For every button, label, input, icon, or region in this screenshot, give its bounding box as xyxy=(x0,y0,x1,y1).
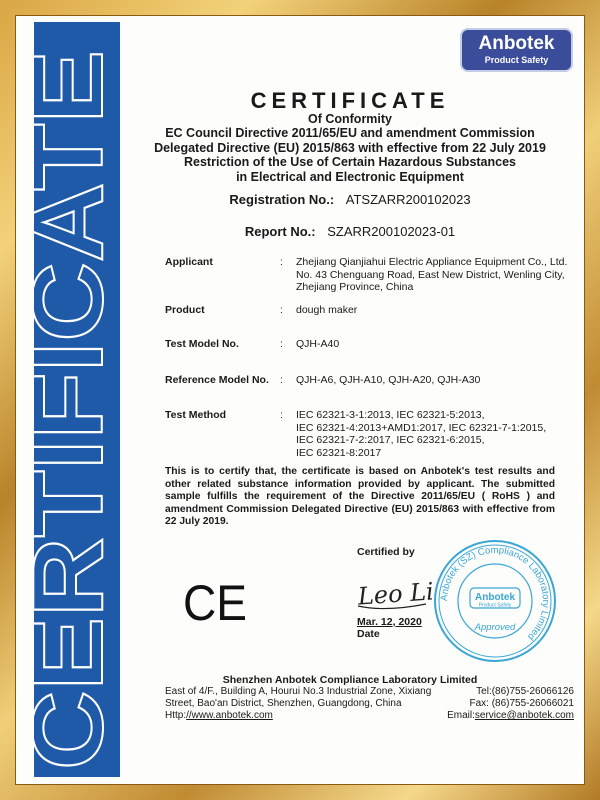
footer-address-line: Street, Bao'an District, Shenzhen, Guangdong, China xyxy=(165,698,402,709)
certified-by-label: Certified by xyxy=(357,546,415,558)
signature-text: Leo Li xyxy=(356,577,435,611)
footer-website xyxy=(165,710,431,722)
logo-name: Anbotek xyxy=(478,33,555,54)
test-method-line: IEC 62321-3-1:2013, IEC 62321-5:2013, xyxy=(296,409,485,421)
footer-address xyxy=(165,686,431,722)
certificate-title: CERTIFICATE xyxy=(250,88,450,113)
report-value: SZARR200102023-01 xyxy=(327,224,456,239)
sidebar-vertical-text xyxy=(12,22,124,777)
footer-fax: Fax: (86)755-26066021 xyxy=(469,698,574,709)
test-method-label: Test Method xyxy=(165,409,227,421)
report-label: Report No.: xyxy=(244,224,316,239)
product-label: Product xyxy=(165,304,205,316)
certification-statement: This is to certify that, the certificate is based on Anbotek's test results and other related substance information provided by applicant. The submitted sample fulfills the requirement of the Directive 2011/65/EU ( RoHS ) and amendment Commission Delegated Directive (EU) 2015/863 with effective from 22 July 2019. xyxy=(165,466,555,528)
footer-lab-name: Shenzhen Anbotek Compliance Laboratory Limited xyxy=(222,674,478,686)
footer-tel: Tel:(86)755-26066126 xyxy=(476,686,574,697)
reference-model-value: QJH-A6, QJH-A10, QJH-A20, QJH-A30 xyxy=(296,374,481,386)
applicant-line: No. 43 Chenguang Road, East New District, Wenling City, xyxy=(296,268,565,281)
test-method-value xyxy=(296,409,581,459)
footer-email xyxy=(424,710,574,722)
stamp-ring-text: Anbotek (SZ) Compliance Laboratory Limited xyxy=(438,544,552,643)
applicant-label: Applicant xyxy=(165,256,213,268)
report-number xyxy=(120,224,580,239)
registration-number xyxy=(120,192,580,207)
stamp-approved-text: Approved xyxy=(474,622,516,633)
registration-value: ATSZARR200102023 xyxy=(345,192,471,207)
product-value: dough maker xyxy=(296,304,358,316)
applicant-line: Zhejiang Qianjiahui Electric Appliance Equipment Co., Ltd. xyxy=(296,256,568,268)
heading-line: in Electrical and Electronic Equipment xyxy=(236,169,464,184)
footer-contact xyxy=(424,686,574,722)
applicant-colon: : xyxy=(280,256,283,268)
heading-line: EC Council Directive 2011/65/EU and amendment Commission xyxy=(165,126,535,141)
ce-mark-icon xyxy=(183,575,249,631)
footer-email-link[interactable]: service@anbotek.com xyxy=(474,710,574,721)
footer-website-link[interactable]: //www.anbotek.com xyxy=(186,710,273,721)
test-method-line: IEC 62321-7-2:2017, IEC 62321-6:2015, xyxy=(296,434,485,446)
test-model-value: QJH-A40 xyxy=(296,338,340,350)
signature xyxy=(356,566,436,616)
registration-label: Registration No.: xyxy=(229,192,335,207)
directive-heading xyxy=(120,112,580,184)
approval-stamp-icon xyxy=(432,538,558,664)
reference-model-colon: : xyxy=(280,374,283,386)
issue-date: Mar. 12, 2020 xyxy=(357,616,422,628)
footer-http-prefix: Http: xyxy=(165,710,187,721)
footer-address-line: East of 4/F., Building A, Hourui No.3 Industrial Zone, Xixiang xyxy=(165,686,432,697)
footer-email-prefix: Email: xyxy=(447,710,475,721)
reference-model-label: Reference Model No. xyxy=(165,374,269,386)
sidebar-text: CERTIFICATE xyxy=(12,116,124,770)
test-model-label: Test Model No. xyxy=(165,338,239,350)
applicant-line: Zhejiang Province, China xyxy=(296,281,414,293)
heading-line: Restriction of the Use of Certain Hazardous Substances xyxy=(183,155,516,170)
heading-line: Delegated Directive (EU) 2015/863 with effective from 22 July 2019 xyxy=(154,140,546,155)
heading-line: Of Conformity xyxy=(307,112,393,126)
stamp-center-tag: Product Safety xyxy=(478,602,512,609)
sidebar-banner xyxy=(12,22,124,777)
applicant-value xyxy=(296,256,581,294)
stamp-center-text: Anbotek xyxy=(475,592,515,603)
test-model-colon: : xyxy=(280,338,283,350)
product-colon: : xyxy=(280,304,283,316)
anbotek-logo xyxy=(460,28,573,72)
test-method-colon: : xyxy=(280,409,283,421)
logo-tagline: Product Safety xyxy=(484,55,549,65)
ce-mark-text: CE xyxy=(183,575,247,631)
test-method-line: IEC 62321-8:2017 xyxy=(296,446,382,459)
test-method-line: IEC 62321-4:2013+AMD1:2017, IEC 62321-7-1:2015, xyxy=(296,421,547,434)
date-label: Date xyxy=(357,628,380,640)
